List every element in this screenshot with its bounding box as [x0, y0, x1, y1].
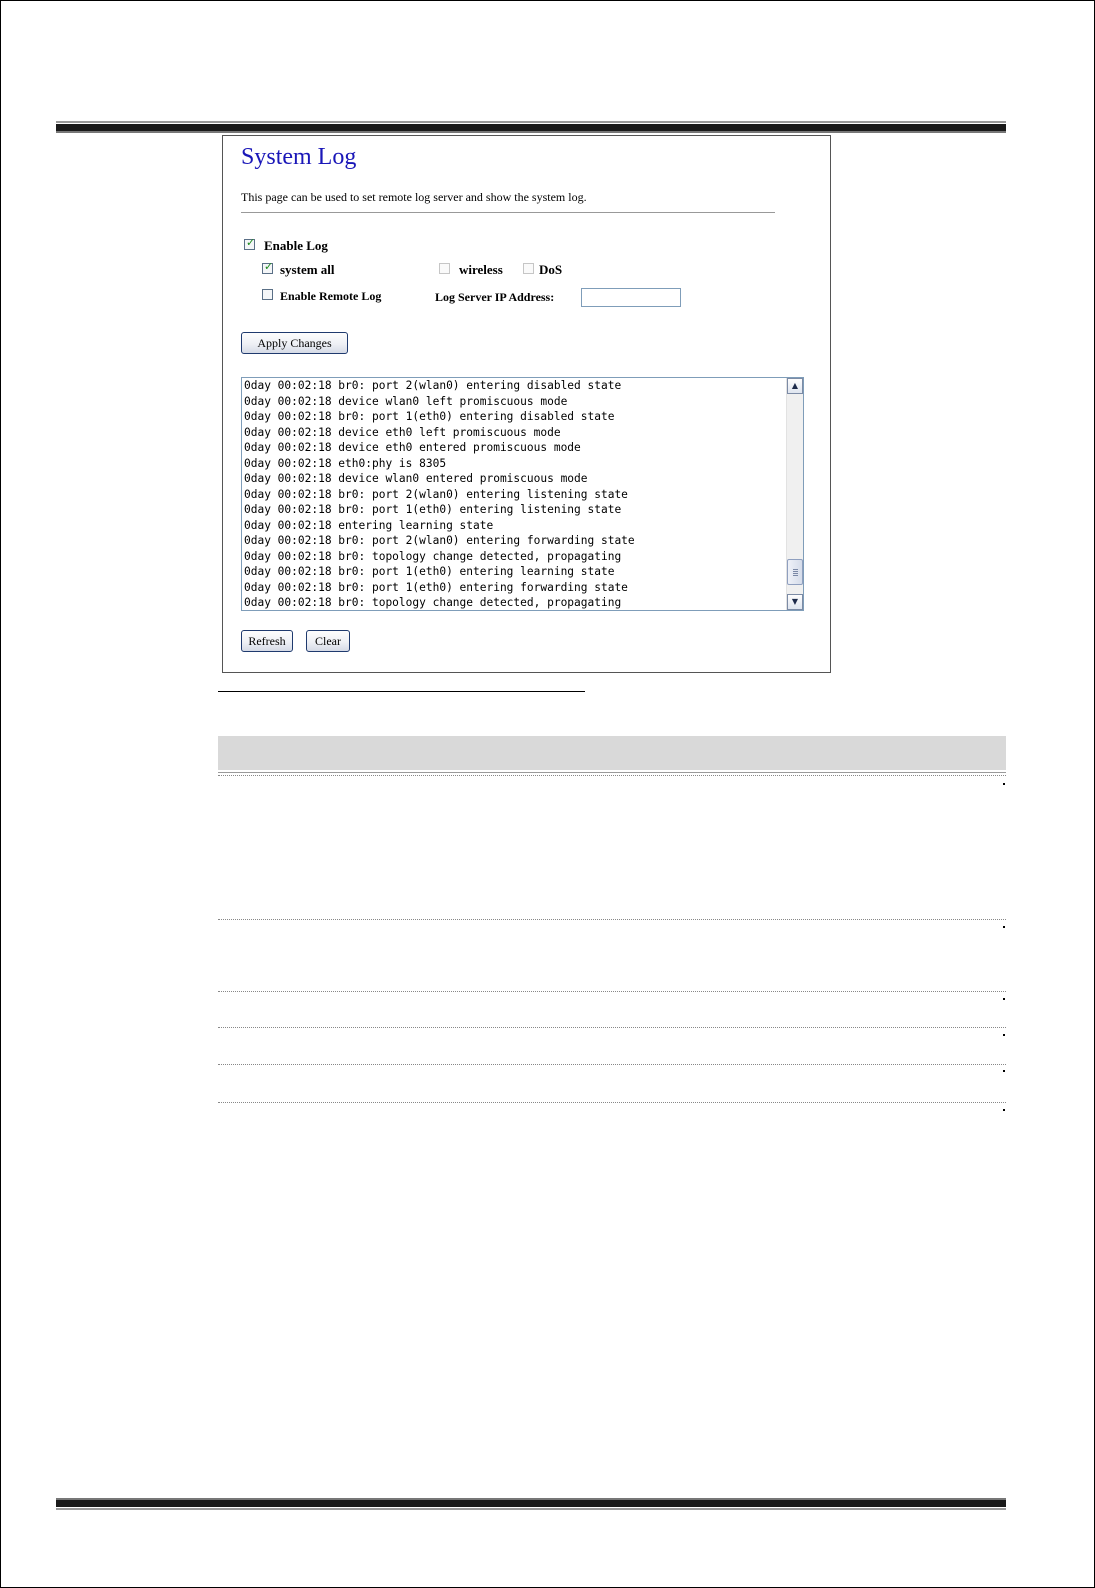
table-row-divider: [218, 919, 1006, 920]
row-marker: [1003, 1109, 1005, 1111]
system-all-checkbox[interactable]: [262, 260, 274, 274]
log-line: 0day 00:02:18 device wlan0 entered promiscuous mode: [244, 472, 588, 485]
table-row-divider: [218, 772, 1006, 773]
system-log-textarea[interactable]: [241, 377, 804, 611]
apply-changes-button[interactable]: Apply Changes: [241, 332, 348, 354]
wireless-label: wireless: [459, 262, 503, 277]
log-line: 0day 00:02:18 eth0:phy is 8305: [244, 456, 447, 470]
table-header-row: [218, 736, 1006, 770]
table-row-divider: [218, 1064, 1006, 1065]
table-row-divider: [218, 991, 1006, 992]
refresh-button[interactable]: Refresh: [241, 630, 293, 652]
figure-caption-underline: [218, 691, 585, 692]
log-line: 0day 00:02:18 br0: port 1(eth0) entering disabled state: [244, 410, 615, 423]
enable-remote-log-checkbox[interactable]: [262, 289, 273, 300]
wireless-checkbox[interactable]: [439, 263, 450, 274]
dos-label: DoS: [539, 262, 563, 277]
log-line: 0day 00:02:18 br0: topology change detected, propagating: [244, 596, 622, 609]
row-marker: [1003, 783, 1005, 785]
table-row-divider: [218, 1102, 1006, 1103]
row-marker: [1003, 1070, 1005, 1072]
enable-log-label: Enable Log: [264, 238, 328, 253]
row-marker: [1003, 926, 1005, 928]
log-line: 0day 00:02:18 br0: topology change detected, propagating: [244, 549, 622, 563]
log-line: 0day 00:02:18 br0: port 2(wlan0) entering forwarding state: [244, 534, 635, 547]
system-log-screenshot: [222, 135, 831, 673]
log-line: 0day 00:02:18 br0: port 1(eth0) entering learning state: [244, 565, 615, 578]
log-scrollbar[interactable]: [786, 378, 803, 610]
log-line: 0day 00:02:18 br0: port 2(wlan0) entering disabled state: [244, 379, 622, 392]
footer-rule: [56, 1498, 1006, 1510]
enable-log-checkbox[interactable]: [244, 236, 256, 250]
scrollbar-thumb[interactable]: [787, 559, 803, 585]
enable-remote-log-label: Enable Remote Log: [280, 289, 382, 303]
log-line: 0day 00:02:18 device eth0 left promiscuous mode: [244, 425, 561, 439]
check-icon: ✓: [264, 260, 274, 273]
log-line: 0day 00:02:18 br0: port 1(eth0) entering listening state: [244, 503, 622, 516]
header-rule: [56, 121, 1006, 133]
row-marker: [1003, 998, 1005, 1000]
page-title: System Log: [241, 144, 357, 170]
log-line: 0day 00:02:18 br0: port 2(wlan0) entering listening state: [244, 487, 628, 501]
log-text: [244, 378, 783, 611]
log-server-ip-input[interactable]: [581, 288, 681, 307]
check-icon: ✓: [246, 236, 256, 249]
dos-checkbox[interactable]: [523, 263, 534, 274]
log-line: 0day 00:02:18 entering learning state: [244, 518, 494, 532]
clear-button[interactable]: Clear: [306, 630, 350, 652]
scrollbar-grip-icon: [793, 569, 798, 576]
log-line: 0day 00:02:18 br0: port 1(eth0) entering forwarding state: [244, 580, 628, 594]
row-marker: [1003, 1034, 1005, 1036]
table-row-divider: [218, 1027, 1006, 1028]
log-line: 0day 00:02:18 device eth0 entered promiscuous mode: [244, 441, 581, 454]
description-divider: [241, 212, 775, 213]
system-all-label: system all: [280, 262, 335, 277]
scroll-up-arrow-icon[interactable]: ▲: [787, 378, 803, 394]
scroll-down-arrow-icon[interactable]: ▼: [787, 594, 803, 610]
page-description: This page can be used to set remote log server and show the system log.: [241, 190, 587, 204]
table-row-divider: [218, 775, 1006, 776]
log-server-ip-label: Log Server IP Address:: [435, 290, 555, 304]
log-line: 0day 00:02:18 device wlan0 left promiscuous mode: [244, 394, 568, 408]
